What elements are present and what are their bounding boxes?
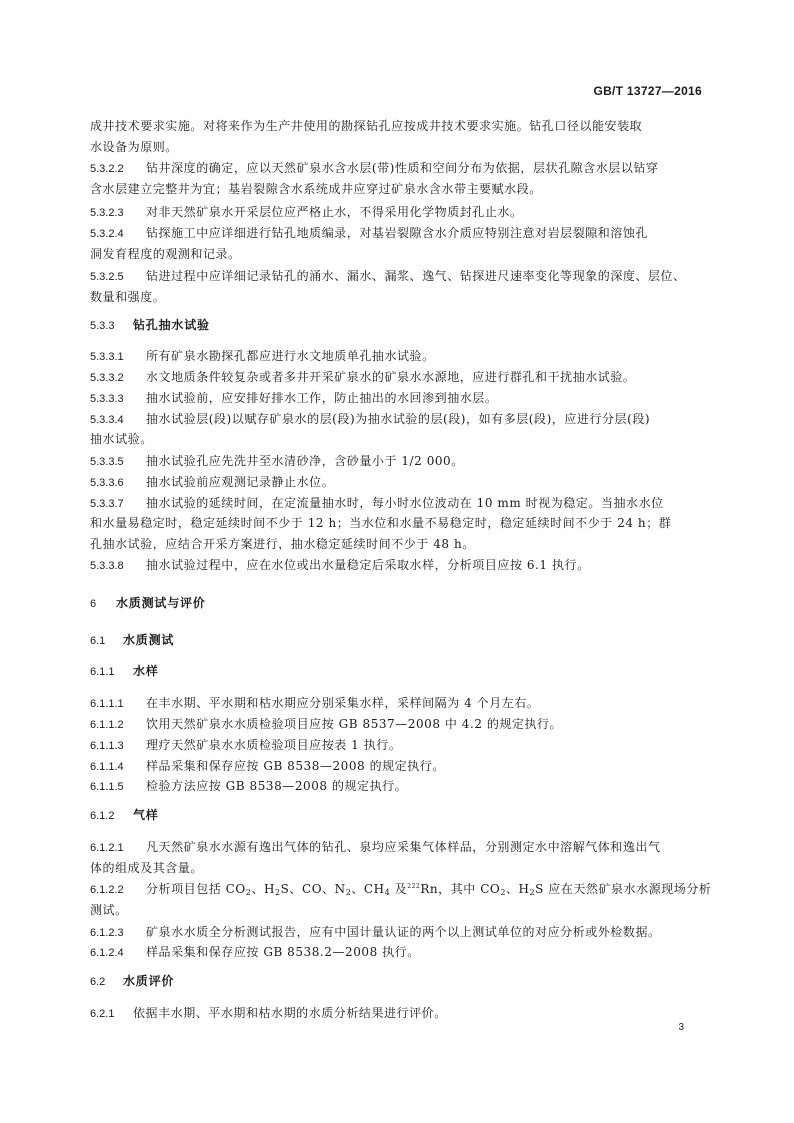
section-number: 6.1.2 bbox=[90, 810, 115, 822]
clause-number: 6.1.1.1 bbox=[90, 698, 124, 710]
clause-number: 6.1.2.1 bbox=[90, 842, 124, 854]
clause-5-3-3-3: 5.3.3.3 抽水试验前，应安排好排水工作，防止抽出的水回渗到抽水层。 bbox=[90, 388, 704, 409]
clause-6-1-2-1-line2: 体的组成及其含量。 bbox=[90, 861, 203, 875]
section-heading-6-1-2: 6.1.2 气样 bbox=[90, 805, 704, 826]
chapter-heading-6: 6 水质测试与评价 bbox=[90, 593, 704, 614]
clause-number: 6.1.1.3 bbox=[90, 740, 124, 752]
clause-6-1-2-2-line2: 测试。 bbox=[90, 903, 128, 917]
clause-6-1-2-4: 6.1.2.4 样品采集和保存应按 GB 8538.2—2008 执行。 bbox=[90, 942, 704, 963]
clause-number: 5.3.3.7 bbox=[90, 498, 124, 510]
clause-5-3-3-6: 5.3.3.6 抽水试验前应观测记录静止水位。 bbox=[90, 472, 704, 493]
clause-number: 5.3.3.1 bbox=[90, 351, 124, 363]
clause-number: 5.3.2.4 bbox=[90, 228, 124, 240]
clause-number: 5.3.2.2 bbox=[90, 163, 124, 175]
clause-number: 5.3.3.6 bbox=[90, 477, 124, 489]
clause-number: 6.1.2.3 bbox=[90, 927, 124, 939]
paragraph-continuation-line2: 水设备为原则。 bbox=[90, 140, 178, 154]
clause-6-1-2-3: 6.1.2.3 矿泉水水质全分析测试报告，应有中国计量认证的两个以上测试单位的对应分析或外检数据。 bbox=[90, 922, 704, 943]
clause-6-1-1-2: 6.1.1.2 饮用天然矿泉水水质检验项目应按 GB 8537—2008 中 4.2 的规定执行。 bbox=[90, 714, 704, 735]
clause-5-3-3-5: 5.3.3.5 抽水试验孔应先洗井至水清砂净，含砂量小于 1/2 000。 bbox=[90, 451, 704, 472]
section-number: 6.1.1 bbox=[90, 666, 115, 678]
clause-number: 6.2.1 bbox=[90, 1008, 115, 1020]
clause-number: 6.1.1.4 bbox=[90, 761, 124, 773]
clause-5-3-3-7-line2: 和水量易稳定时，稳定延续时间不少于 12 h；当水位和水量不易稳定时，稳定延续时间不少于 24 h；群 bbox=[90, 516, 672, 530]
clause-5-3-2-5: 5.3.2.5 钻进过程中应详细记录钻孔的涌水、漏水、漏浆、逸气、钻探进尺速率变化等现象的深度、层位、 bbox=[90, 266, 704, 287]
clause-5-3-3-7: 5.3.3.7 抽水试验的延续时间，在定流量抽水时，每小时水位波动在 10 mm 时视为稳定。当抽水水位 bbox=[90, 493, 704, 514]
clause-5-3-3-4: 5.3.3.4 抽水试验层(段)以赋存矿泉水的层(段)为抽水试验的层(段)，如有多层(段)，应进行分层(段) bbox=[90, 409, 704, 430]
clause-6-1-1-5: 6.1.1.5 检验方法应按 GB 8538—2008 的规定执行。 bbox=[90, 776, 704, 797]
clause-5-3-2-5-line2: 数量和强度。 bbox=[90, 290, 166, 304]
section-number: 6.2 bbox=[90, 976, 106, 988]
clause-number: 5.3.3.4 bbox=[90, 414, 124, 426]
section-heading-5-3-3: 5.3.3 钻孔抽水试验 bbox=[90, 315, 704, 336]
clause-6-1-1-1: 6.1.1.1 在丰水期、平水期和枯水期应分别采集水样，采样间隔为 4 个月左右。 bbox=[90, 693, 704, 714]
section-number: 6.1 bbox=[90, 635, 106, 647]
clause-number: 5.3.3.2 bbox=[90, 372, 124, 384]
section-heading-6-1: 6.1 水质测试 bbox=[90, 630, 704, 651]
clause-number: 5.3.2.5 bbox=[90, 271, 124, 283]
clause-number: 5.3.3.3 bbox=[90, 393, 124, 405]
clause-number: 6.1.1.5 bbox=[90, 781, 124, 793]
paragraph-continuation: 成井技术要求实施。对将来作为生产井使用的勘探钻孔应按成井技术要求实施。钻孔口径以能安装取 bbox=[90, 119, 643, 133]
clause-number: 5.3.3.8 bbox=[90, 560, 124, 572]
section-heading-6-2: 6.2 水质评价 bbox=[90, 971, 704, 992]
clause-5-3-3-2: 5.3.3.2 水文地质条件较复杂或者多井开采矿泉水的矿泉水水源地，应进行群孔和干扰抽水试验。 bbox=[90, 367, 704, 388]
clause-5-3-2-4-line2: 洞发育程度的观测和记录。 bbox=[90, 247, 241, 261]
clause-5-3-2-2: 5.3.2.2 钻井深度的确定，应以天然矿泉水含水层(带)性质和空间分布为依据，层状孔隙含水层以钻穿 bbox=[90, 158, 704, 179]
clause-5-3-3-7-line3: 孔抽水试验，应结合开采方案进行，抽水稳定延续时间不少于 48 h。 bbox=[90, 537, 475, 551]
clause-5-3-3-8: 5.3.3.8 抽水试验过程中，应在水位或出水量稳定后采取水样，分析项目应按 6.1 执行。 bbox=[90, 555, 704, 576]
clause-6-1-2-1: 6.1.2.1 凡天然矿泉水水源有逸出气体的钻孔、泉均应采集气体样品，分别测定水中溶解气体和逸出气 bbox=[90, 837, 704, 858]
clause-number: 6.1.2.4 bbox=[90, 947, 124, 959]
clause-5-3-2-4: 5.3.2.4 钻探施工中应详细进行钻孔地质编录，对基岩裂隙含水介质应特别注意对岩层裂隙和溶蚀孔 bbox=[90, 223, 704, 244]
clause-6-1-2-2: 6.1.2.2 分析项目包括 $CO_2$、$H_2S$、CO、$N_2$、$CH_4$ 及$^{222}$Rn，其中 $CO_2$、$H_2S$ 应在天然矿泉水水源现场分析 bbox=[90, 879, 704, 900]
clause-5-3-3-1: 5.3.3.1 所有矿泉水勘探孔都应进行水文地质单孔抽水试验。 bbox=[90, 346, 704, 367]
clause-6-2-1: 6.2.1 依据丰水期、平水期和枯水期的水质分析结果进行评价。 bbox=[90, 1003, 704, 1024]
clause-5-3-3-4-line2: 抽水试验。 bbox=[90, 432, 153, 446]
clause-number: 6.1.2.2 bbox=[90, 884, 124, 896]
standard-code-header: GB/T 13727—2016 bbox=[593, 84, 702, 98]
section-number: 5.3.3 bbox=[90, 320, 115, 332]
clause-6-1-1-3: 6.1.1.3 理疗天然矿泉水水质检验项目应按表 1 执行。 bbox=[90, 735, 704, 756]
clause-5-3-2-2-line2: 含水层建立完整井为宜；基岩裂隙含水系统成井应穿过矿泉水含水带主要赋水段。 bbox=[90, 182, 542, 196]
section-heading-6-1-1: 6.1.1 水样 bbox=[90, 661, 704, 682]
clause-number: 5.3.2.3 bbox=[90, 207, 124, 219]
page-number: 3 bbox=[678, 1022, 684, 1033]
chapter-number: 6 bbox=[90, 598, 97, 610]
clause-6-1-1-4: 6.1.1.4 样品采集和保存应按 GB 8538—2008 的规定执行。 bbox=[90, 756, 704, 777]
clause-number: 6.1.1.2 bbox=[90, 719, 124, 731]
clause-5-3-2-3: 5.3.2.3 对非天然矿泉水开采层位应严格止水，不得采用化学物质封孔止水。 bbox=[90, 202, 704, 223]
clause-number: 5.3.3.5 bbox=[90, 456, 124, 468]
